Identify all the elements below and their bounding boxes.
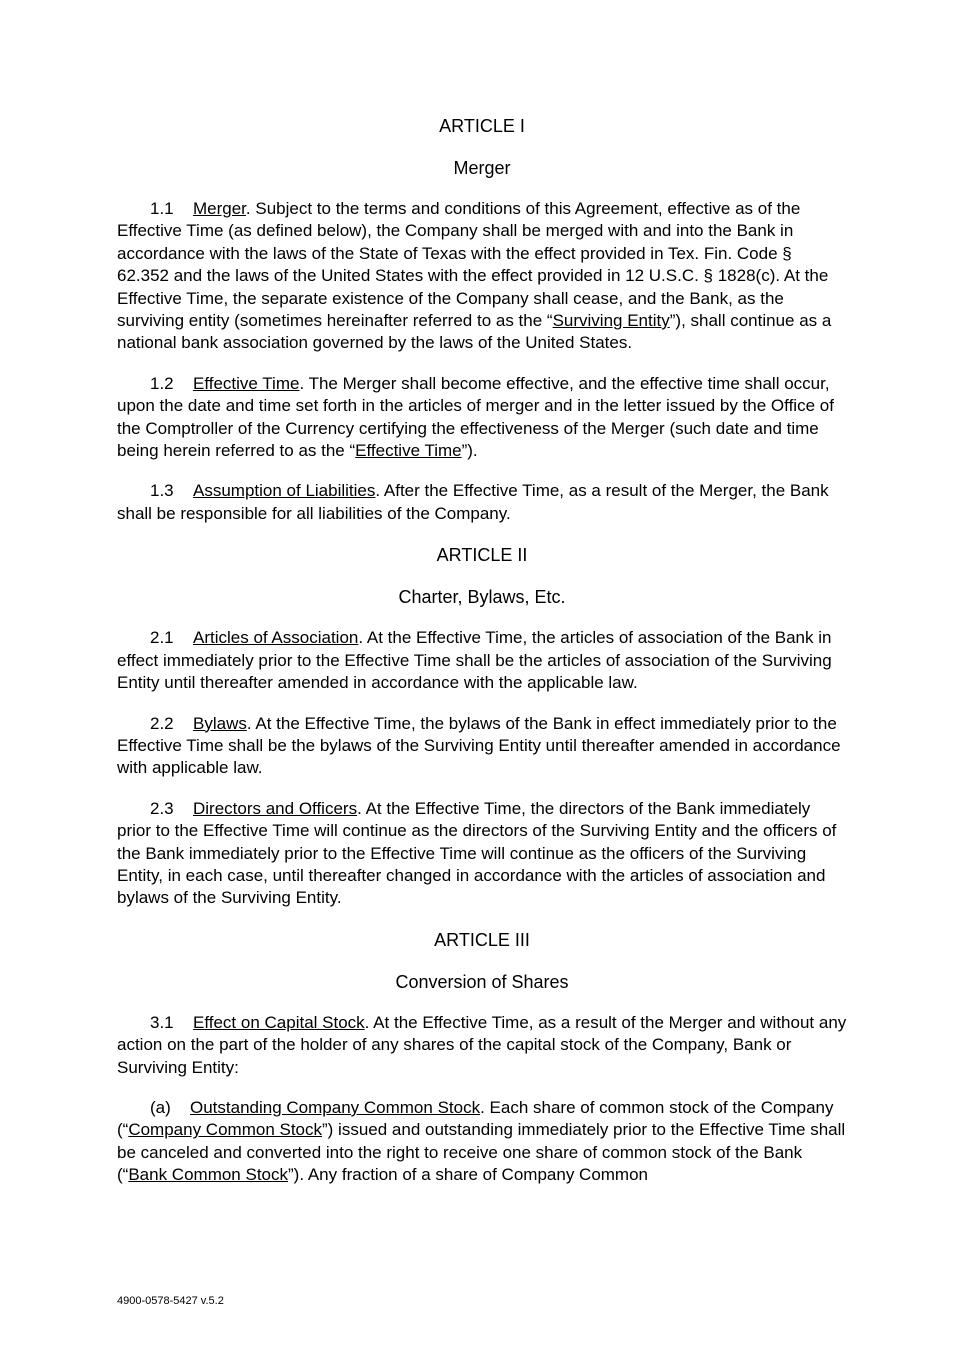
section-heading: Assumption of Liabilities	[193, 481, 376, 501]
section-text: . After the Effective Time, as a result of the Merger, the Bank shall be responsible for all liabilities of the Company.	[117, 481, 829, 523]
subsection-number: (a)	[150, 1097, 171, 1117]
document-id-footer: 4900-0578-5427 v.5.2	[117, 1295, 224, 1307]
section-number: 3.1	[150, 1012, 174, 1032]
section-text: ”), shall continue as a national bank association governed by the laws of the United States.	[117, 311, 832, 353]
section-number: 1.2	[150, 373, 174, 393]
section-number: 1.1	[150, 199, 174, 218]
section-2-3	[117, 798, 847, 910]
article-1-title: ARTICLE I	[439, 116, 525, 136]
section-text: . The Merger shall become effective, and the effective time shall occur, upon the date and time set forth in the articles of merger and in the letter issued by the Office of the Comptroller of the Currency certifying the effectiveness of the Merger (such date and time being herein referred to as the “	[117, 373, 834, 461]
article-3-subtitle: Conversion of Shares	[395, 971, 569, 992]
article-2-title: ARTICLE II	[436, 545, 528, 566]
section-text: ”) issued and outstanding immediately prior to the Effective Time shall be canceled and converted into the right to receive one share of common stock of the Bank (“	[117, 1120, 846, 1185]
section-1-2	[117, 373, 847, 463]
section-3-1	[117, 1012, 847, 1079]
defined-term: Bank Common Stock	[128, 1165, 289, 1185]
section-number: 2.2	[150, 713, 174, 733]
section-number: 2.3	[150, 798, 174, 818]
section-text: . At the Effective Time, the directors of the Bank immediately prior to the Effective Time will continue as the directors of the Surviving Entity and the officers of the Bank immediately prior to the Effective Time will continue as the officers of the Surviving Entity, in each case, until thereafter changed in accordance with the articles of association and bylaws of the Surviving Entity.	[117, 798, 837, 908]
subsection-a	[117, 1097, 847, 1187]
section-heading: Outstanding Company Common Stock	[190, 1097, 481, 1117]
section-heading: Bylaws	[193, 713, 247, 733]
section-text: . Each share of common stock of the Company (“	[117, 1097, 834, 1140]
section-number: 2.1	[150, 628, 174, 648]
section-text: . At the Effective Time, the articles of association of the Bank in effect immediately prior to the Effective Time shall be the articles of association of the Surviving Entity until thereafter amended in accordance with the applicable law.	[117, 628, 832, 693]
section-heading: Directors and Officers	[193, 798, 358, 818]
section-text: ”). Any fraction of a share of Company Common	[288, 1165, 649, 1185]
section-2-2	[117, 713, 847, 780]
section-text: . At the Effective Time, the bylaws of the Bank in effect immediately prior to the Effective Time shall be the bylaws of the Surviving Entity until thereafter amended in accordance with applicable law.	[117, 713, 841, 778]
article-1-subtitle: Merger	[453, 158, 511, 178]
document-body	[117, 114, 847, 1205]
section-text: . Subject to the terms and conditions of this Agreement, effective as of the Effective Time (as defined below), the Company shall be merged with and into the Bank in accordance with the laws of the State of Texas with the effect provided in Tex. Fin. Code § 62.352 and the laws of the United States with the effect provided in 12 U.S.C. § 1828(c). At the Effective Time, the separate existence of the Company shall cease, and the Bank, as the surviving entity (sometimes hereinafter referred to as the “	[117, 199, 829, 331]
section-heading: Effective Time	[193, 373, 300, 393]
section-heading: Articles of Association	[193, 628, 359, 648]
defined-term: Surviving Entity	[552, 311, 670, 331]
defined-term: Company Common Stock	[128, 1120, 323, 1140]
section-text: ”).	[461, 441, 478, 461]
section-heading: Merger	[193, 199, 246, 218]
section-2-1	[117, 627, 847, 694]
section-1-3	[117, 480, 847, 525]
article-3-title: ARTICLE III	[434, 929, 530, 950]
section-text: . At the Effective Time, as a result of the Merger and without any action on the part of the holder of any shares of the capital stock of the Company, Bank or Surviving Entity:	[117, 1012, 847, 1077]
section-heading: Effect on Capital Stock	[193, 1012, 365, 1032]
section-1-1	[117, 198, 847, 355]
article-2-subtitle: Charter, Bylaws, Etc.	[398, 587, 566, 608]
defined-term: Effective Time	[355, 441, 462, 461]
section-number: 1.3	[150, 481, 174, 501]
